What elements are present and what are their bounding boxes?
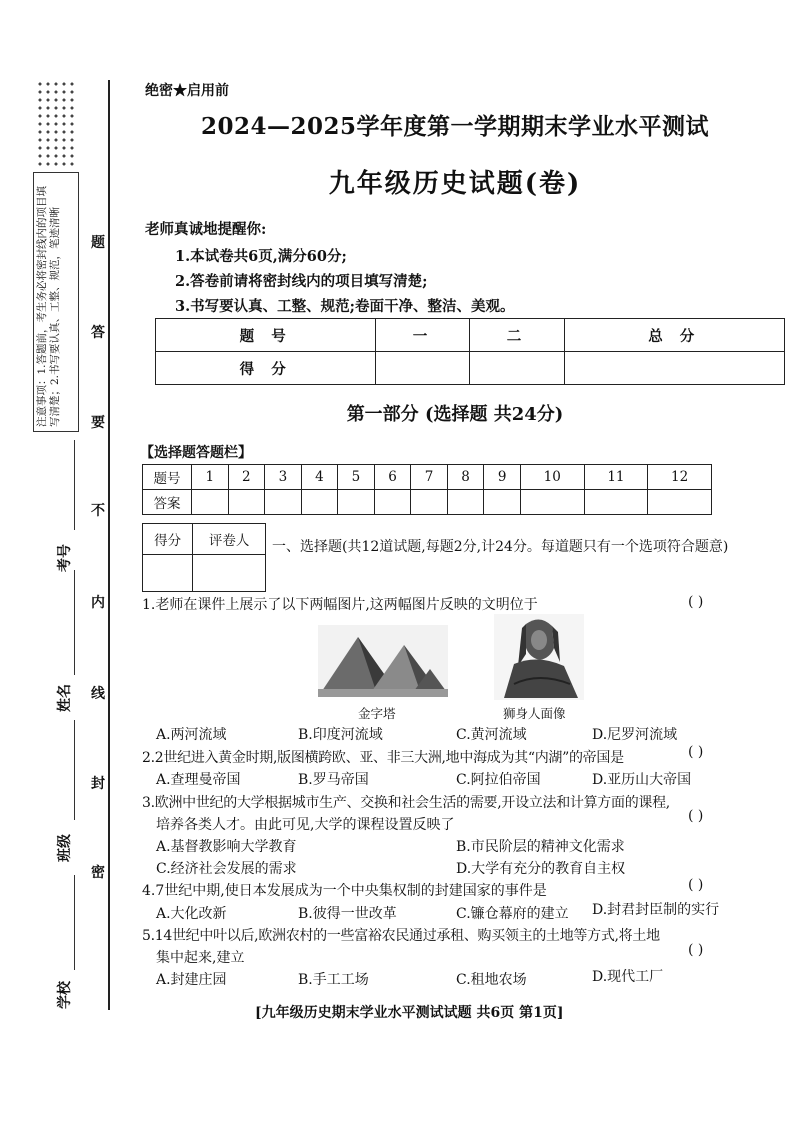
answer-paren[interactable]: ( )	[688, 744, 704, 760]
seal-line	[108, 80, 110, 1010]
score-cell[interactable]	[376, 352, 470, 385]
answer-cell[interactable]	[301, 490, 338, 515]
option-b[interactable]: B.手工工场	[298, 972, 369, 988]
grader-score-label: 得分	[143, 524, 193, 555]
question-stem: 4.7世纪中期,使日本发展成为一个中央集权制的封建国家的事件是	[142, 883, 547, 899]
answer-cell[interactable]	[648, 490, 712, 515]
question-number: 8	[447, 465, 484, 490]
answer-bar-label: 【选择题答题栏】	[140, 445, 252, 461]
score-header-cell: 题 号	[156, 319, 376, 352]
class-field[interactable]	[74, 720, 75, 820]
question-number: 4	[301, 465, 338, 490]
option-c[interactable]: C.经济社会发展的需求	[156, 861, 297, 877]
option-c[interactable]: C.镰仓幕府的建立	[456, 906, 569, 922]
answer-cell[interactable]	[192, 490, 229, 515]
seal-char: 不	[91, 503, 105, 519]
question-stem-cont: 集中起来,建立	[156, 950, 245, 966]
score-table	[155, 318, 785, 385]
question-stem: 3.欧洲中世纪的大学根据城市生产、交换和社会生活的需要,开设立法和计算方面的课程,	[142, 795, 670, 811]
exam-number-label: 考号	[57, 544, 73, 572]
answer-cell[interactable]	[520, 490, 584, 515]
question-stem-cont: 培养各类人才。由此可见,大学的课程设置反映了	[156, 817, 455, 833]
option-a[interactable]: A.封建庄园	[156, 972, 227, 988]
question-number: 1	[192, 465, 229, 490]
answer-paren[interactable]: ( )	[688, 877, 704, 893]
option-a[interactable]: A.大化改新	[156, 906, 227, 922]
option-c[interactable]: C.租地农场	[456, 972, 527, 988]
answer-cell[interactable]	[411, 490, 448, 515]
option-b[interactable]: B.印度河流域	[298, 727, 383, 743]
school-label: 学校	[57, 981, 73, 1009]
question-number: 6	[374, 465, 411, 490]
binding-dots	[36, 80, 76, 170]
name-label: 姓名	[57, 684, 73, 712]
grader-table	[142, 523, 266, 592]
part-title: 第一部分 (选择题 共24分)	[346, 404, 564, 425]
answer-row-label: 答案	[143, 490, 192, 515]
answer-row-label: 题号	[143, 465, 192, 490]
image-caption: 金字塔	[358, 706, 396, 721]
question-number: 12	[648, 465, 712, 490]
reminder-heading: 老师真诚地提醒你:	[145, 221, 267, 238]
question-number: 2	[228, 465, 265, 490]
answer-cell[interactable]	[228, 490, 265, 515]
option-d[interactable]: D.亚历山大帝国	[592, 772, 692, 788]
grader-name-label: 评卷人	[193, 524, 266, 555]
option-a[interactable]: A.查理曼帝国	[156, 772, 241, 788]
seal-char: 内	[91, 595, 105, 611]
question-number: 10	[520, 465, 584, 490]
answer-cell[interactable]	[265, 490, 302, 515]
page-footer: [九年级历史期末学业水平测试试题 共6页 第1页]	[255, 1005, 564, 1021]
answer-cell[interactable]	[338, 490, 375, 515]
answer-paren[interactable]: ( )	[688, 594, 704, 610]
answer-table	[142, 464, 712, 515]
question-stem: 2.2世纪进入黄金时期,版图横跨欧、亚、非三大洲,地中海成为其“内湖”的帝国是	[142, 750, 624, 766]
pyramids-image	[318, 625, 448, 697]
grader-score-cell[interactable]	[143, 555, 193, 592]
school-field[interactable]	[74, 875, 75, 970]
answer-cell[interactable]	[447, 490, 484, 515]
option-d[interactable]: D.尼罗河流域	[592, 727, 678, 743]
option-c[interactable]: C.黄河流域	[456, 727, 527, 743]
seal-char: 封	[91, 776, 105, 792]
seal-char: 要	[91, 415, 105, 431]
seal-char: 密	[91, 865, 105, 881]
question-number: 7	[411, 465, 448, 490]
score-row-label: 得 分	[156, 352, 376, 385]
answer-paren[interactable]: ( )	[688, 808, 704, 824]
exam-number-field[interactable]	[74, 440, 75, 530]
option-b[interactable]: B.彼得一世改革	[298, 906, 397, 922]
seal-char: 题	[91, 235, 105, 251]
score-header-cell: 一	[376, 319, 470, 352]
score-cell[interactable]	[470, 352, 564, 385]
score-header-cell: 二	[470, 319, 564, 352]
question-stem: 1.老师在课件上展示了以下两幅图片,这两幅图片反映的文明位于	[142, 597, 538, 613]
notice-text: 注意事项：1.答题前，考生务必将密封线内的项目填写清楚；2.书写要认真、工整、规范，笔迹清晰	[36, 185, 61, 427]
option-a[interactable]: A.两河流域	[156, 727, 227, 743]
reminder-item: 3.书写要认真、工整、规范;卷面干净、整洁、美观。	[175, 298, 515, 315]
answer-cell[interactable]	[584, 490, 648, 515]
question-number: 9	[484, 465, 521, 490]
option-a[interactable]: A.基督教影响大学教育	[156, 839, 297, 855]
exam-subtitle: 九年级历史试题(卷)	[328, 169, 582, 199]
option-d[interactable]: D.现代工厂	[592, 969, 664, 985]
option-d[interactable]: D.大学有充分的教育自主权	[456, 861, 626, 877]
reminder-item: 2.答卷前请将密封线内的项目填写清楚;	[175, 273, 428, 290]
question-number: 5	[338, 465, 375, 490]
option-c[interactable]: C.阿拉伯帝国	[456, 772, 541, 788]
sphinx-image	[494, 614, 584, 700]
reminder-item: 1.本试卷共6页,满分60分;	[175, 248, 347, 265]
image-caption: 狮身人面像	[503, 706, 566, 721]
question-number: 3	[265, 465, 302, 490]
name-field[interactable]	[74, 570, 75, 675]
answer-paren[interactable]: ( )	[688, 942, 704, 958]
score-header-cell: 总 分	[564, 319, 784, 352]
grader-name-cell[interactable]	[193, 555, 266, 592]
exam-title: 2024—2025学年度第一学期期末学业水平测试	[200, 113, 710, 140]
class-label: 班级	[57, 834, 73, 862]
seal-char: 线	[91, 686, 105, 702]
section-intro: 一、选择题(共12道试题,每题2分,计24分。每道题只有一个选项符合题意)	[272, 539, 729, 555]
seal-char: 答	[91, 325, 105, 341]
question-number: 11	[584, 465, 648, 490]
question-stem: 5.14世纪中叶以后,欧洲农村的一些富裕农民通过承租、购买领主的土地等方式,将土地	[142, 928, 660, 944]
option-b[interactable]: B.罗马帝国	[298, 772, 369, 788]
answer-cell[interactable]	[374, 490, 411, 515]
answer-cell[interactable]	[484, 490, 521, 515]
confidential-mark: 绝密★启用前	[145, 83, 229, 99]
option-d[interactable]: D.封君封臣制的实行	[592, 902, 720, 918]
score-cell[interactable]	[564, 352, 784, 385]
notice-box	[33, 172, 79, 432]
option-b[interactable]: B.市民阶层的精神文化需求	[456, 839, 625, 855]
